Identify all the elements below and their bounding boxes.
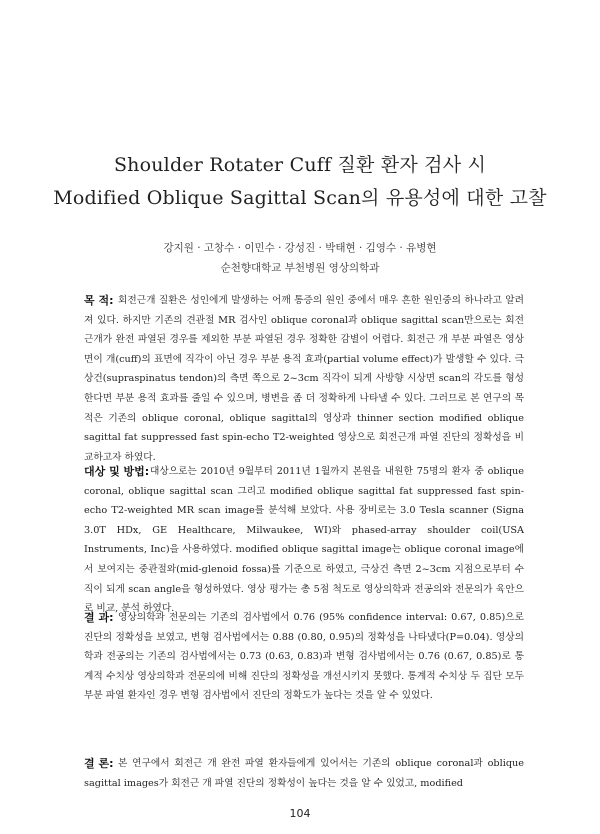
section-label-methods: 대상 및 방법: bbox=[84, 465, 150, 478]
section-label-results: 결 과: bbox=[84, 611, 114, 624]
section-methods bbox=[84, 462, 524, 619]
title-line-1: Shoulder Rotater Cuff 질환 환자 검사 시 bbox=[113, 154, 487, 176]
section-text-purpose: 회전근개 질환은 성인에게 발생하는 어깨 통증의 원인 중에서 매우 흔한 원인중의 하나라고 알려져 있다. 하지만 기존의 견관절 MR 검사인 oblique coronal과 oblique sagittal scan만으로는 회전근개가 완전 파열된 경우를 제외한 부분 파열된 경우 정확한 감별이 어렵다. 회전근 개 부분 파열은 영상 면이 개(cuff)의 표면에 직각이 아닌 경우 부분 용적 효과(partial volume effect)가 발생할 수 있다. 극상건(supraspinatus tendon)의 측면 쪽으로 2~3cm 직각이 되게 사방향 시상면 scan의 각도를 형성 한다면 부분 용적 효과를 줄일 수 있으며, 병변을 좀 더 정확하게 나타낼 수 있다. 그러므로 본 연구의 목적은 기존의 oblique coronal, oblique sagittal의 영상과 thinner section modified oblique sagittal fat suppressed fast spin-echo T2-weighted 영상으로 회전근개 파열 진단의 정확성을 비교하고자 하였다. bbox=[84, 295, 524, 463]
page-number: 104 bbox=[289, 807, 311, 820]
section-text-conclusion: 본 연구에서 회전근 개 완전 파열 환자들에게 있어서는 기존의 oblique coronal과 oblique sagittal images가 회전근 개 파열 진단의 정확성이 높다는 것을 알 수 있었고, modified bbox=[84, 758, 524, 789]
author-list: 강지원 · 고창수 · 이민수 · 강성진 · 박태현 · 김영수 · 유병현 bbox=[163, 242, 437, 254]
section-conclusion bbox=[84, 754, 524, 793]
section-label-conclusion: 결 론: bbox=[84, 757, 114, 770]
section-text-results: 영상의학과 전문의는 기존의 검사법에서 0.76 (95% confidence interval: 0.67, 0.85)으로 진단의 정확성을 보였고, 변형 검사법에서는 0.88 (0.80, 0.95)의 정확성을 나타냈다(P=0.04). 영상의학과 전공의는 기존의 검사법에서는 0.73 (0.63, 0.83)과 변형 검사법에서는 0.76 (0.67, 0.85)로 통계적 수치상 영상의학과 전문의에 비해 진단의 정확성을 개선시키지 못했다. 통계적 수치상 두 집단 모두 부분 파열 환자인 경우 변형 검사법에서 진단의 정확도가 높다는 것을 알 수 있었다. bbox=[84, 612, 524, 702]
section-text-methods: 대상으로는 2010년 9월부터 2011년 1월까지 본원을 내원한 75명의 환자 중 oblique coronal, oblique sagittal scan 그리고 modified oblique sagittal fat suppressed fast spin-echo T2-weighted MR scan image를 분석해 보았다. 사용 장비로는 3.0 Tesla scanner (Signa 3.0T HDx, GE Healthcare, Milwaukee, WI)와 phased-array shoulder coil(USA Instruments, Inc)을 사용하였다. modified oblique sagittal image는 oblique coronal image에서 보여지는 중관절와(mid-glenoid fossa)를 기준으로 하였고, 극상건 측면 2~3cm 지점으로부터 수직이 되게 scan angle을 형성하였다. 영상 평가는 총 5점 척도로 영상의학과 전공의와 전문의가 육안으로 비교, 분석 하였다. bbox=[84, 466, 524, 615]
section-purpose bbox=[84, 291, 524, 467]
title-line-2: Modified Oblique Sagittal Scan의 유용성에 대한 고찰 bbox=[53, 187, 547, 209]
section-label-purpose: 목 적: bbox=[84, 294, 114, 307]
affiliation: 순천향대학교 부천병원 영상의학과 bbox=[220, 262, 380, 274]
section-results bbox=[84, 608, 524, 706]
